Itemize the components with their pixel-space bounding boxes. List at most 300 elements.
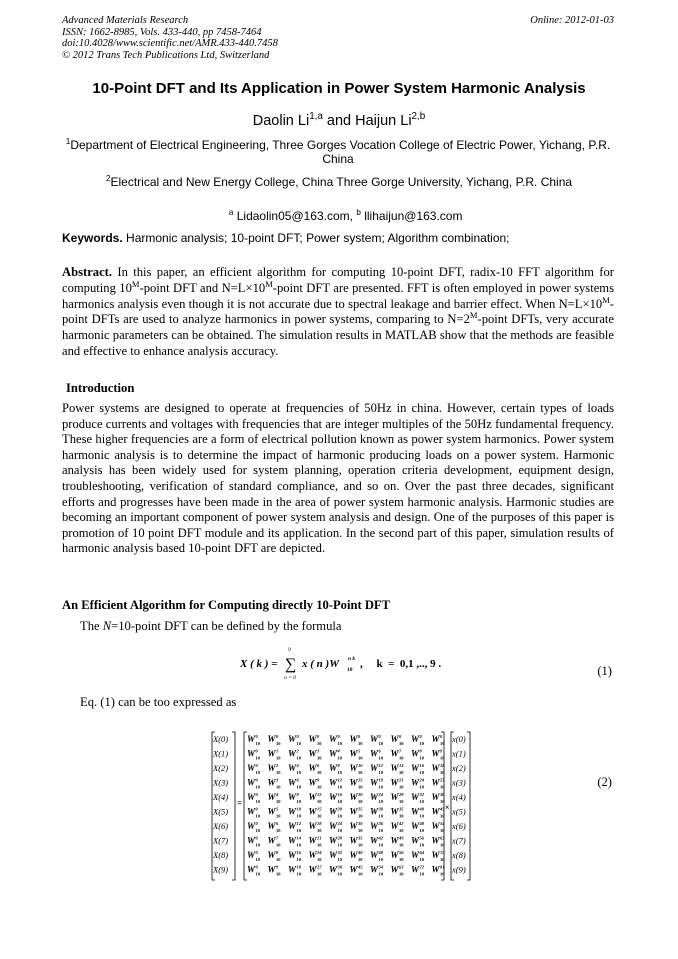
matrix-w-sub: 10 bbox=[255, 799, 260, 804]
matrix-w-sub: 10 bbox=[317, 813, 322, 819]
matrix-w-sub: 10 bbox=[296, 871, 301, 877]
matrix-w-sub: 10 bbox=[317, 857, 322, 862]
matrix-w: W bbox=[267, 821, 276, 831]
matrix-w: W bbox=[247, 763, 256, 773]
matrix-w-sub: 10 bbox=[255, 784, 260, 790]
author-conjunction: and bbox=[322, 113, 356, 129]
matrix-w-sup: 35 bbox=[399, 806, 404, 812]
lhs-entry: X(0) bbox=[213, 734, 229, 744]
matrix-w: W bbox=[390, 748, 399, 759]
matrix-w-sub: 10 bbox=[419, 784, 424, 790]
matrix-w: W bbox=[390, 850, 399, 860]
matrix-w-sub: 10 bbox=[296, 813, 301, 819]
abstract-text-2: -point DFT and N=L×10 bbox=[139, 280, 266, 295]
equation-1-number: (1) bbox=[597, 664, 612, 678]
matrix-w: W bbox=[288, 835, 297, 846]
matrix-w-sub: 10 bbox=[378, 770, 383, 775]
matrix-w-sub: 10 bbox=[296, 842, 301, 848]
author-1-sup: 1,a bbox=[309, 111, 323, 123]
matrix-w-sup: 0 bbox=[255, 777, 258, 783]
matrix-w: W bbox=[267, 835, 276, 846]
matrix-w-sub: 10 bbox=[255, 770, 260, 775]
matrix-w: W bbox=[370, 748, 379, 759]
matrix-w-sub: 10 bbox=[276, 871, 281, 877]
rhs-entry: x(4) bbox=[452, 792, 466, 802]
rhs-bracket-right bbox=[467, 732, 470, 880]
matrix-w-sub: 10 bbox=[440, 813, 445, 819]
matrix-w: W bbox=[308, 763, 317, 773]
matrix-w: W bbox=[288, 806, 297, 817]
matrix-w-sup: 63 bbox=[399, 864, 404, 870]
email-a[interactable]: Lidaolin05@163.com, bbox=[233, 209, 357, 223]
matrix-w-sup: 72 bbox=[440, 850, 445, 855]
lhs-entry: X(8) bbox=[213, 850, 229, 860]
lhs-entry: X(7) bbox=[213, 835, 229, 846]
rhs-entry: x(3) bbox=[452, 777, 466, 788]
affiliation-2 bbox=[0, 175, 678, 189]
matrix-w: W bbox=[329, 763, 338, 773]
eq1-term-sup: n k bbox=[348, 656, 356, 662]
matrix-w: W bbox=[370, 777, 379, 788]
matrix-w-sup: 5 bbox=[276, 806, 279, 812]
matrix-w-sup: 0 bbox=[255, 748, 258, 754]
abstract-sup-2: M bbox=[265, 278, 273, 289]
matrix-w: W bbox=[411, 806, 420, 817]
matrix-w-sub: 10 bbox=[276, 741, 281, 746]
matrix-w-sup: 81 bbox=[440, 864, 445, 870]
matrix-w-sup: 28 bbox=[337, 835, 342, 841]
matrix-w: W bbox=[288, 734, 297, 744]
matrix-w-sup: 54 bbox=[378, 864, 383, 870]
eq1-sum-top: 9 bbox=[288, 647, 291, 653]
matrix-w: W bbox=[267, 806, 276, 817]
matrix-w: W bbox=[267, 792, 276, 802]
matrix-w: W bbox=[431, 777, 440, 788]
matrix-w: W bbox=[349, 850, 358, 860]
matrix-w-sup: 4 bbox=[337, 748, 340, 754]
matrix-w-sub: 10 bbox=[399, 842, 404, 848]
matrix-w-sup: 18 bbox=[440, 763, 445, 768]
definition-sentence bbox=[80, 619, 342, 634]
lhs-entry: X(3) bbox=[213, 777, 229, 788]
lhs-entry: X(6) bbox=[213, 821, 229, 831]
matrix-w: W bbox=[411, 763, 420, 773]
matrix-w-sub: 10 bbox=[296, 741, 301, 746]
matrix-w-sub: 10 bbox=[358, 828, 363, 833]
matrix-w-sup: 45 bbox=[440, 806, 445, 812]
matrix-w-sup: 24 bbox=[419, 777, 424, 783]
matrix-w-sub: 10 bbox=[317, 842, 322, 848]
matrix-w-sup: 16 bbox=[337, 792, 342, 797]
matrix-w-sup: 0 bbox=[378, 734, 381, 739]
matrix-w: W bbox=[349, 821, 358, 831]
matrix-w-sup: 12 bbox=[296, 821, 301, 826]
eq1-sum-symbol: ∑ bbox=[285, 656, 297, 673]
eq1-range: , k = 0,1 ,.., 9 . bbox=[360, 658, 442, 670]
matrix-w-sup: 4 bbox=[276, 792, 279, 797]
matrix-w-sup: 24 bbox=[378, 792, 383, 797]
matrix-w-sup: 8 bbox=[337, 763, 340, 768]
abstract-sup-1: M bbox=[131, 278, 140, 289]
matrix-w-sup: 3 bbox=[276, 777, 279, 783]
matrix-w: W bbox=[247, 821, 256, 831]
eq1-term-sub: 10 bbox=[347, 667, 353, 673]
abstract bbox=[62, 265, 614, 360]
matrix-w-sub: 10 bbox=[276, 770, 281, 775]
matrix-w-sup: 0 bbox=[317, 734, 320, 739]
matrix-w-sub: 10 bbox=[358, 784, 363, 790]
matrix-w-sub: 10 bbox=[378, 871, 383, 877]
lhs-entry: X(1) bbox=[213, 748, 229, 759]
matrix-w-sub: 10 bbox=[276, 784, 281, 790]
matrix-w-sup: 36 bbox=[337, 864, 342, 870]
matrix-w-sub: 10 bbox=[255, 842, 260, 848]
matrix-w: W bbox=[267, 734, 276, 744]
matrix-w-sup: 42 bbox=[378, 835, 383, 841]
matrix-w-sub: 10 bbox=[337, 755, 342, 761]
matrix-w-sub: 10 bbox=[399, 799, 404, 804]
matrix-w-sub: 10 bbox=[399, 828, 404, 833]
matrix-w-sub: 10 bbox=[419, 828, 424, 833]
matrix-w-sup: 64 bbox=[419, 850, 424, 855]
rhs-entry: x(0) bbox=[452, 734, 466, 744]
matrix-w-sub: 10 bbox=[378, 842, 383, 848]
matrix-w: W bbox=[329, 734, 338, 744]
matrix-w-sup: 0 bbox=[255, 864, 258, 870]
matrix-w-sub: 10 bbox=[255, 741, 260, 746]
matrix-w-sub: 10 bbox=[276, 755, 281, 761]
matrix-w-sub: 10 bbox=[337, 741, 342, 746]
matrix-w: W bbox=[247, 850, 256, 860]
matrix-w-sup: 3 bbox=[317, 748, 320, 754]
abstract-label: Abstract. bbox=[62, 265, 113, 279]
matrix-w-sub: 10 bbox=[337, 813, 342, 819]
matrix-w-sup: 8 bbox=[296, 792, 299, 797]
matrix-w: W bbox=[349, 763, 358, 773]
matrix-w: W bbox=[329, 792, 338, 802]
paper-title: 10-Point DFT and Its Application in Power System Harmonic Analysis bbox=[92, 80, 586, 97]
matrix-w-sup: 12 bbox=[337, 777, 342, 783]
matrix-w: W bbox=[308, 835, 317, 846]
matrix-w-sub: 10 bbox=[337, 799, 342, 804]
matrix-w-sub: 10 bbox=[419, 857, 424, 862]
matrix-w-sub: 10 bbox=[419, 871, 424, 877]
matrix-w-sup: 0 bbox=[337, 734, 340, 739]
matrix-w-sup: 36 bbox=[378, 821, 383, 826]
matrix-w-sup: 0 bbox=[255, 850, 258, 855]
matrix-w: W bbox=[247, 806, 256, 817]
rhs-entry: x(6) bbox=[452, 821, 466, 831]
matrix-w: W bbox=[370, 864, 379, 875]
matrix-w: W bbox=[370, 734, 379, 744]
matrix-w-sup: 5 bbox=[358, 748, 361, 754]
matrix-w-sub: 10 bbox=[296, 828, 301, 833]
matrix-w-sub: 10 bbox=[419, 813, 424, 819]
matrix-w: W bbox=[431, 821, 440, 831]
matrix-w-sub: 10 bbox=[296, 857, 301, 862]
matrix-w-sub: 10 bbox=[296, 770, 301, 775]
matrix-w-sub: 10 bbox=[358, 770, 363, 775]
matrix-w: W bbox=[329, 821, 338, 831]
matrix-w-sub: 10 bbox=[440, 842, 445, 848]
matrix-w-sup: 16 bbox=[296, 850, 301, 855]
matrix-w-sup: 20 bbox=[358, 792, 363, 797]
matrix-w-sup: 15 bbox=[317, 806, 322, 812]
matrix-w: W bbox=[288, 792, 297, 802]
matrix-w: W bbox=[431, 806, 440, 817]
matrix-w-sup: 9 bbox=[317, 777, 320, 783]
matrix-w-sub: 10 bbox=[358, 842, 363, 848]
matrix-w-sup: 0 bbox=[255, 763, 258, 768]
matrix-w-sup: 40 bbox=[358, 850, 363, 855]
matrix-w-sub: 10 bbox=[399, 871, 404, 877]
matrix-w-sub: 10 bbox=[337, 842, 342, 848]
matrix-w-sub: 10 bbox=[440, 828, 445, 833]
matrix-w: W bbox=[267, 777, 276, 788]
matrix-w: W bbox=[390, 864, 399, 875]
matrix-w: W bbox=[431, 850, 440, 860]
matrix-w-sup: 24 bbox=[317, 850, 322, 855]
matrix-w: W bbox=[431, 864, 440, 875]
matrix-w-sub: 10 bbox=[317, 799, 322, 804]
matrix-w-sub: 10 bbox=[317, 871, 322, 877]
matrix-w-sup: 56 bbox=[399, 850, 404, 855]
matrix-w-sup: 6 bbox=[378, 748, 381, 754]
journal-name: Advanced Materials Research bbox=[62, 15, 189, 26]
lhs-entry: X(4) bbox=[213, 792, 229, 802]
keywords bbox=[62, 231, 614, 245]
matrix-w: W bbox=[329, 864, 338, 875]
matrix-w: W bbox=[288, 748, 297, 759]
rhs-entry: x(7) bbox=[452, 835, 466, 846]
matrix-w: W bbox=[349, 748, 358, 759]
matrix-w-sub: 10 bbox=[317, 828, 322, 833]
matrix-w-sub: 10 bbox=[440, 871, 445, 877]
abstract-text-3: -point DFT are presented. FFT is often employed in power systems harmonics analysis even though it is not accurate due to spectral leakage and barrier effect. When N=L×10 bbox=[62, 280, 614, 311]
matrix-w: W bbox=[267, 850, 276, 860]
matrix-w-sup: 40 bbox=[419, 806, 424, 812]
rhs-entry: x(9) bbox=[452, 864, 466, 875]
matrix-w-sub: 10 bbox=[378, 741, 383, 746]
matrix-w: W bbox=[329, 748, 338, 759]
matrix-w: W bbox=[308, 734, 317, 744]
eq1-lhs: X ( k ) = bbox=[240, 658, 278, 670]
matrix-w: W bbox=[431, 748, 440, 759]
matrix-w-sub: 10 bbox=[358, 755, 363, 761]
email-a-sup: a bbox=[228, 208, 234, 217]
matrix-w-sub: 10 bbox=[440, 755, 445, 761]
lhs-entry: X(5) bbox=[213, 806, 229, 817]
matrix-w-sup: 0 bbox=[255, 734, 258, 739]
definition-post: =10-point DFT can be defined by the formula bbox=[111, 619, 342, 633]
matrix-w-sup: 6 bbox=[276, 821, 279, 826]
affiliation-2-text: Electrical and New Energy College, China Three Gorge University, Yichang, P.R. China bbox=[110, 175, 573, 189]
matrix-w-sub: 10 bbox=[255, 871, 260, 877]
matrix-w-sup: 0 bbox=[419, 734, 422, 739]
matrix-w-sub: 10 bbox=[255, 857, 260, 862]
matrix-w-sub: 10 bbox=[337, 857, 342, 862]
matrix-w-sup: 8 bbox=[419, 748, 422, 754]
matrix-w: W bbox=[370, 850, 379, 860]
author-line bbox=[0, 113, 678, 129]
matrix-w-sub: 10 bbox=[296, 799, 301, 804]
matrix-w-sup: 18 bbox=[317, 821, 322, 826]
matrix-w-sup: 54 bbox=[440, 821, 445, 826]
matrix-w-sup: 30 bbox=[358, 821, 363, 826]
matrix-w: W bbox=[390, 792, 399, 802]
online-date: Online: 2012-01-03 bbox=[530, 15, 614, 26]
matrix-w-sub: 10 bbox=[276, 842, 281, 848]
matrix-w-sup: 7 bbox=[399, 748, 402, 754]
equation-1 bbox=[240, 645, 470, 681]
introduction-paragraph: Power systems are designed to operate at frequencies of 50Hz in china. However, certain types of loads produce currents and voltages with frequencies that are integer multiples of the 50Hz fundamental frequency. These higher frequencies are a form of electrical pollution known as power system harmonics. Power system harmonic analysis is to determine the impact of harmonic producing loads on a power system. Harmonic analysis has been widely used for system planning, operation criteria development, equipment design, troubleshooting, verification of standard compliance, and so on. Over the past three decades, significant efforts and progresses have been made in the area of power system harmonic analysis. Harmonic studies are becoming an important component of power system analysis and design. One of the purposes of this paper is promotion of 10 point DFT module and its application. In the second part of this paper, simulation results of harmonic analysis based 10-point DFT are depicted. bbox=[62, 401, 614, 556]
matrix-w: W bbox=[390, 821, 399, 831]
matrix-w-sup: 1 bbox=[276, 748, 279, 754]
matrix-w: W bbox=[370, 763, 379, 773]
matrix-w-sup: 0 bbox=[440, 734, 443, 739]
matrix-w-sub: 10 bbox=[276, 828, 281, 833]
equation-2-number: (2) bbox=[597, 775, 612, 789]
matrix-w: W bbox=[431, 835, 440, 846]
matrix-w: W bbox=[370, 806, 379, 817]
matrix-w-sub: 10 bbox=[358, 799, 363, 804]
matrix-w: W bbox=[349, 835, 358, 846]
matrix-w-sub: 10 bbox=[317, 770, 322, 775]
author-1: Daolin Li bbox=[252, 113, 310, 129]
rhs-entry: x(5) bbox=[452, 806, 466, 817]
introduction-heading: Introduction bbox=[66, 381, 135, 395]
times-sign: × bbox=[445, 803, 450, 812]
matrix-w-sub: 10 bbox=[296, 784, 301, 790]
copyright-line: © 2012 Trans Tech Publications Ltd, Switzerland bbox=[62, 49, 270, 61]
matrix-w-sub: 10 bbox=[399, 755, 404, 761]
matrix-w-sup: 63 bbox=[440, 835, 445, 841]
abstract-text-4: -point DFTs are used to analyze harmonics in power systems, comparing to N=2 bbox=[62, 296, 614, 327]
matrix-w-sup: 9 bbox=[276, 864, 279, 870]
keywords-text: Harmonic analysis; 10-point DFT; Power system; Algorithm combination; bbox=[122, 231, 510, 245]
matrix-w: W bbox=[308, 806, 317, 817]
matrix-w: W bbox=[390, 806, 399, 817]
matrix-w-sup: 6 bbox=[317, 763, 320, 768]
matrix-w: W bbox=[411, 734, 420, 744]
matrix-w: W bbox=[349, 777, 358, 788]
matrix-w-sup: 28 bbox=[399, 792, 404, 797]
definition-pre: The bbox=[80, 619, 103, 633]
matrix-w: W bbox=[411, 748, 420, 759]
equals-sign: = bbox=[237, 798, 243, 808]
abstract-sup-4: M bbox=[469, 310, 478, 321]
matrix-w: W bbox=[411, 792, 420, 802]
matrix-w-sup: 7 bbox=[276, 835, 279, 841]
matrix-w: W bbox=[247, 792, 256, 802]
matrix-w: W bbox=[329, 806, 338, 817]
matrix-w-sub: 10 bbox=[317, 784, 322, 790]
matrix-w-sup: 21 bbox=[317, 835, 322, 841]
matrix-w-sup: 35 bbox=[358, 835, 363, 841]
eq1-sum-bottom: n = 0 bbox=[284, 675, 296, 681]
matrix-w-sup: 15 bbox=[358, 777, 363, 783]
matrix-w: W bbox=[390, 734, 399, 744]
matrix-w-sub: 10 bbox=[419, 770, 424, 775]
matrix-w: W bbox=[411, 835, 420, 846]
matrix-w: W bbox=[308, 850, 317, 860]
matrix-w-sup: 25 bbox=[358, 806, 363, 812]
matrix-w: W bbox=[247, 777, 256, 788]
matrix-w: W bbox=[247, 748, 256, 759]
matrix-w-sub: 10 bbox=[378, 755, 383, 761]
matrix-w-sup: 18 bbox=[296, 864, 301, 870]
matrix-w-sub: 10 bbox=[419, 741, 424, 746]
matrix-w: W bbox=[370, 821, 379, 831]
matrix-w: W bbox=[390, 835, 399, 846]
matrix-w-sup: 0 bbox=[255, 806, 258, 812]
matrix-w-sup: 2 bbox=[296, 748, 299, 754]
matrix-w: W bbox=[288, 777, 297, 788]
matrix-w: W bbox=[349, 864, 358, 875]
matrix-w: W bbox=[329, 777, 338, 788]
matrix-w-sup: 36 bbox=[440, 792, 445, 797]
matrix-w-sub: 10 bbox=[255, 813, 260, 819]
matrix-w: W bbox=[267, 763, 276, 773]
eq1-term: x ( n )W bbox=[302, 658, 339, 670]
matrix-w-sub: 10 bbox=[399, 784, 404, 790]
matrix-w-sup: 32 bbox=[337, 850, 342, 855]
matrix-w-sub: 10 bbox=[358, 741, 363, 746]
matrix-w-sub: 10 bbox=[378, 784, 383, 790]
doi-line: doi:10.4028/www.scientific.net/AMR.433-440.7458 bbox=[62, 38, 278, 50]
matrix-w: W bbox=[411, 821, 420, 831]
email-b-sup: b bbox=[356, 208, 361, 217]
matrix-w-sup: 48 bbox=[419, 821, 424, 826]
matrix-w-sup: 42 bbox=[399, 821, 404, 826]
journal-header bbox=[62, 15, 278, 61]
matrix-w-sub: 10 bbox=[337, 770, 342, 775]
matrix-w-sup: 10 bbox=[358, 763, 363, 768]
matrix-w-sup: 30 bbox=[378, 806, 383, 812]
abstract-sup-3: M bbox=[602, 294, 610, 305]
matrix-w-sup: 56 bbox=[419, 835, 424, 841]
matrix-w-sup: 12 bbox=[317, 792, 322, 797]
matrix-w: W bbox=[411, 777, 420, 788]
matrix-w-sub: 10 bbox=[255, 755, 260, 761]
matrix-w-sup: 27 bbox=[440, 777, 445, 783]
matrix-w-sup: 4 bbox=[296, 763, 299, 768]
matrix-w-sub: 10 bbox=[399, 813, 404, 819]
matrix-w: W bbox=[431, 792, 440, 802]
matrix-w-sup: 0 bbox=[296, 734, 299, 739]
matrix-w-sup: 21 bbox=[399, 777, 404, 783]
matrix-w: W bbox=[370, 792, 379, 802]
lhs-entry: X(9) bbox=[213, 864, 229, 875]
matrix-w-sup: 6 bbox=[296, 777, 299, 783]
matrix-w-sup: 14 bbox=[399, 763, 404, 768]
email-b[interactable]: llihaijun@163.com bbox=[360, 209, 463, 223]
matrix-w: W bbox=[349, 792, 358, 802]
matrix-w-sub: 10 bbox=[419, 755, 424, 761]
matrix-w-sup: 20 bbox=[337, 806, 342, 812]
matrix-w-sup: 14 bbox=[296, 835, 301, 841]
abstract-text-1: In this paper, an efficient algorithm for computing 10-point DFT, radix-10 FFT algorithm for computing 10 bbox=[62, 265, 614, 295]
matrix-w-sup: 0 bbox=[255, 792, 258, 797]
matrix-w-sub: 10 bbox=[255, 828, 260, 833]
matrix-w-sub: 10 bbox=[440, 857, 445, 862]
affiliation-1-text: Department of Electrical Engineering, Three Gorges Vocation College of Electric Power, Yichang, P.R. China bbox=[70, 138, 611, 166]
matrix-w-sup: 8 bbox=[276, 850, 279, 855]
matrix-w-sub: 10 bbox=[440, 741, 445, 746]
matrix-w-sup: 18 bbox=[378, 777, 383, 783]
matrix-w-sup: 0 bbox=[276, 734, 279, 739]
matrix-w-sub: 10 bbox=[440, 784, 445, 790]
